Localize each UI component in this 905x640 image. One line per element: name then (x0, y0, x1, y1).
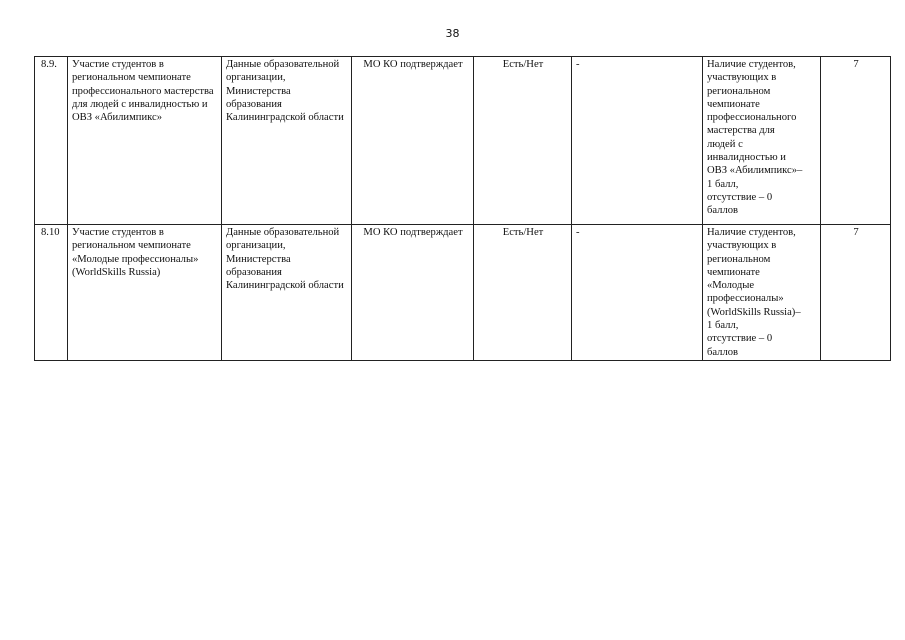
dash-cell: - (572, 225, 703, 361)
confirmation-cell: МО КО подтверждает (352, 225, 474, 361)
table-row (35, 225, 891, 361)
criteria-line: баллов (707, 205, 739, 217)
criteria-line: участвующих в (707, 240, 777, 252)
row-number-cell: 8.9. (35, 57, 68, 225)
page-number: 38 (445, 27, 460, 40)
value-cell: Есть/Нет (474, 57, 572, 225)
criteria-line: Наличие студентов, (707, 227, 796, 238)
criteria-cell (703, 57, 821, 225)
confirmation-cell: МО КО подтверждает (352, 57, 474, 225)
dash-cell: - (572, 57, 703, 225)
criteria-line: отсутствие – 0 (707, 191, 773, 203)
criteria-line: чемпионате (707, 98, 760, 110)
criteria-line: (WorldSkills Russia)– (707, 306, 801, 318)
criteria-line: региональном (707, 253, 771, 265)
source-cell: Данные образовательной организации, Министерства образования Калининградской области (222, 57, 352, 225)
indicator-cell: Участие студентов в региональном чемпионате «Молодые профессионалы» (WorldSkills Russia) (68, 225, 222, 361)
criteria-line: баллов (707, 346, 739, 358)
criteria-line: Наличие студентов, (707, 59, 796, 70)
row-number-cell: 8.10 (35, 225, 68, 361)
criteria-line: региональном (707, 85, 771, 97)
criteria-line: «Молодые (707, 280, 755, 292)
indicator-cell: Участие студентов в региональном чемпионате профессионального мастерства для людей с инвалидностью и ОВЗ «Абилимпикс» (68, 57, 222, 225)
criteria-line: ОВЗ «Абилимпикс»– (707, 165, 803, 177)
criteria-line: 1 балл, (707, 178, 739, 190)
criteria-line: чемпионате (707, 266, 760, 278)
criteria-line: отсутствие – 0 (707, 333, 773, 345)
criteria-line: людей с (707, 138, 743, 150)
source-cell: Данные образовательной организации, Министерства образования Калининградской области (222, 225, 352, 361)
criteria-line: профессионального (707, 112, 797, 124)
score-cell: 7 (821, 57, 891, 225)
value-cell: Есть/Нет (474, 225, 572, 361)
criteria-cell (703, 225, 821, 361)
table-row (35, 57, 891, 225)
score-cell: 7 (821, 225, 891, 361)
criteria-line: мастерства для (707, 125, 775, 137)
criteria-line: 1 балл, (707, 320, 739, 332)
criteria-line: инвалидностью и (707, 152, 786, 164)
criteria-line: профессионалы» (707, 293, 784, 305)
criteria-table (34, 56, 891, 361)
criteria-line: участвующих в (707, 72, 777, 84)
